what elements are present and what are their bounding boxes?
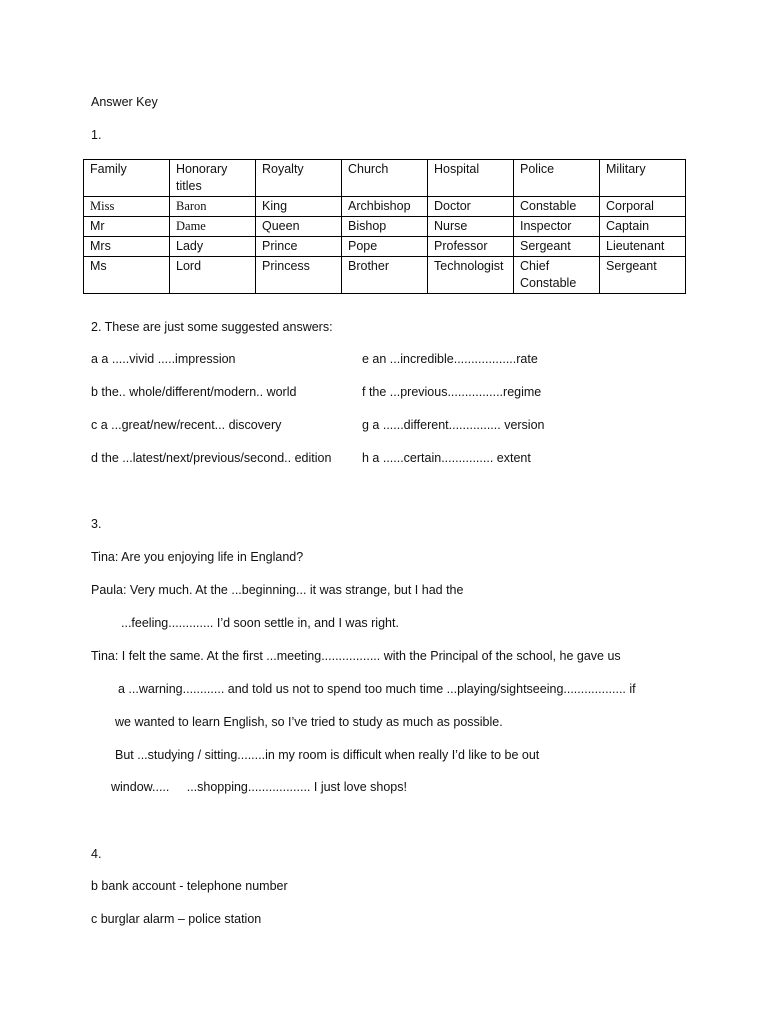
table-header-row [84, 160, 686, 197]
table-cell: Bishop [342, 217, 428, 237]
table-cell: Professor [428, 237, 514, 257]
dialogue-line: Tina: Are you enjoying life in England? [91, 550, 304, 564]
table-cell: Ms [84, 257, 170, 294]
answer-line: c a ...great/new/recent... discovery [91, 418, 282, 432]
table-cell: Mr [84, 217, 170, 237]
question-3-label: 3. [91, 517, 102, 531]
answer-line: b bank account - telephone number [91, 879, 288, 893]
question-1-label: 1. [91, 128, 102, 142]
dialogue-line: we wanted to learn English, so I’ve tried to study as much as possible. [115, 715, 503, 729]
table-cell: Baron [170, 197, 256, 217]
dialogue-line: ...feeling............. I’d soon settle in, and I was right. [121, 616, 399, 630]
dialogue-line: Tina: I felt the same. At the first ...meeting................. with the Principal of the school, he gave us [91, 649, 621, 663]
answer-line: c burglar alarm – police station [91, 912, 262, 926]
table-cell: Nurse [428, 217, 514, 237]
answer-line: b the.. whole/different/modern.. world [91, 385, 297, 399]
table-cell: Constable [514, 197, 600, 217]
table-cell: Lieutenant [600, 237, 686, 257]
table-cell: Archbishop [342, 197, 428, 217]
table-cell: Prince [256, 237, 342, 257]
table-header-cell: Honorary titles [170, 160, 256, 197]
table-cell: Corporal [600, 197, 686, 217]
answer-line: g a ......different............... version [362, 418, 545, 432]
table-header-cell: Royalty [256, 160, 342, 197]
table-cell: Lady [170, 237, 256, 257]
table-header-cell: Military [600, 160, 686, 197]
table-cell: Chief Constable [514, 257, 600, 294]
table-cell: Queen [256, 217, 342, 237]
table-row [84, 197, 686, 217]
dialogue-line: window..... ...shopping.................. I just love shops! [111, 780, 407, 794]
answer-line: a a .....vivid .....impression [91, 352, 236, 366]
table-row [84, 237, 686, 257]
table-cell: Mrs [84, 237, 170, 257]
question-4-label: 4. [91, 847, 102, 861]
table-cell: Princess [256, 257, 342, 294]
dialogue-line: But ...studying / sitting........in my room is difficult when really I’d like to be out [115, 748, 540, 762]
table-row [84, 257, 686, 294]
dialogue-line: a ...warning............ and told us not to spend too much time ...playing/sightseeing.................. if [118, 682, 636, 696]
table-cell: Brother [342, 257, 428, 294]
table-cell: Lord [170, 257, 256, 294]
answer-line: e an ...incredible..................rate [362, 352, 538, 366]
table-header-cell: Police [514, 160, 600, 197]
table-header-cell: Church [342, 160, 428, 197]
answer-table [83, 159, 686, 294]
table-header-cell: Hospital [428, 160, 514, 197]
dialogue-line: Paula: Very much. At the ...beginning... it was strange, but I had the [91, 583, 464, 597]
table-cell: Sergeant [600, 257, 686, 294]
page-title: Answer Key [91, 95, 158, 109]
table-cell: Miss [84, 197, 170, 217]
table-cell: Inspector [514, 217, 600, 237]
answer-line: f the ...previous................regime [362, 385, 542, 399]
table-cell: King [256, 197, 342, 217]
table-cell: Pope [342, 237, 428, 257]
table-cell: Sergeant [514, 237, 600, 257]
table-cell: Captain [600, 217, 686, 237]
table-header-cell: Family [84, 160, 170, 197]
table-cell: Technologist [428, 257, 514, 294]
answer-line: d the ...latest/next/previous/second.. edition [91, 451, 332, 465]
table-cell: Doctor [428, 197, 514, 217]
table-cell: Dame [170, 217, 256, 237]
answer-line: h a ......certain............... extent [362, 451, 531, 465]
question-2-heading: 2. These are just some suggested answers: [91, 320, 333, 334]
table-row [84, 217, 686, 237]
